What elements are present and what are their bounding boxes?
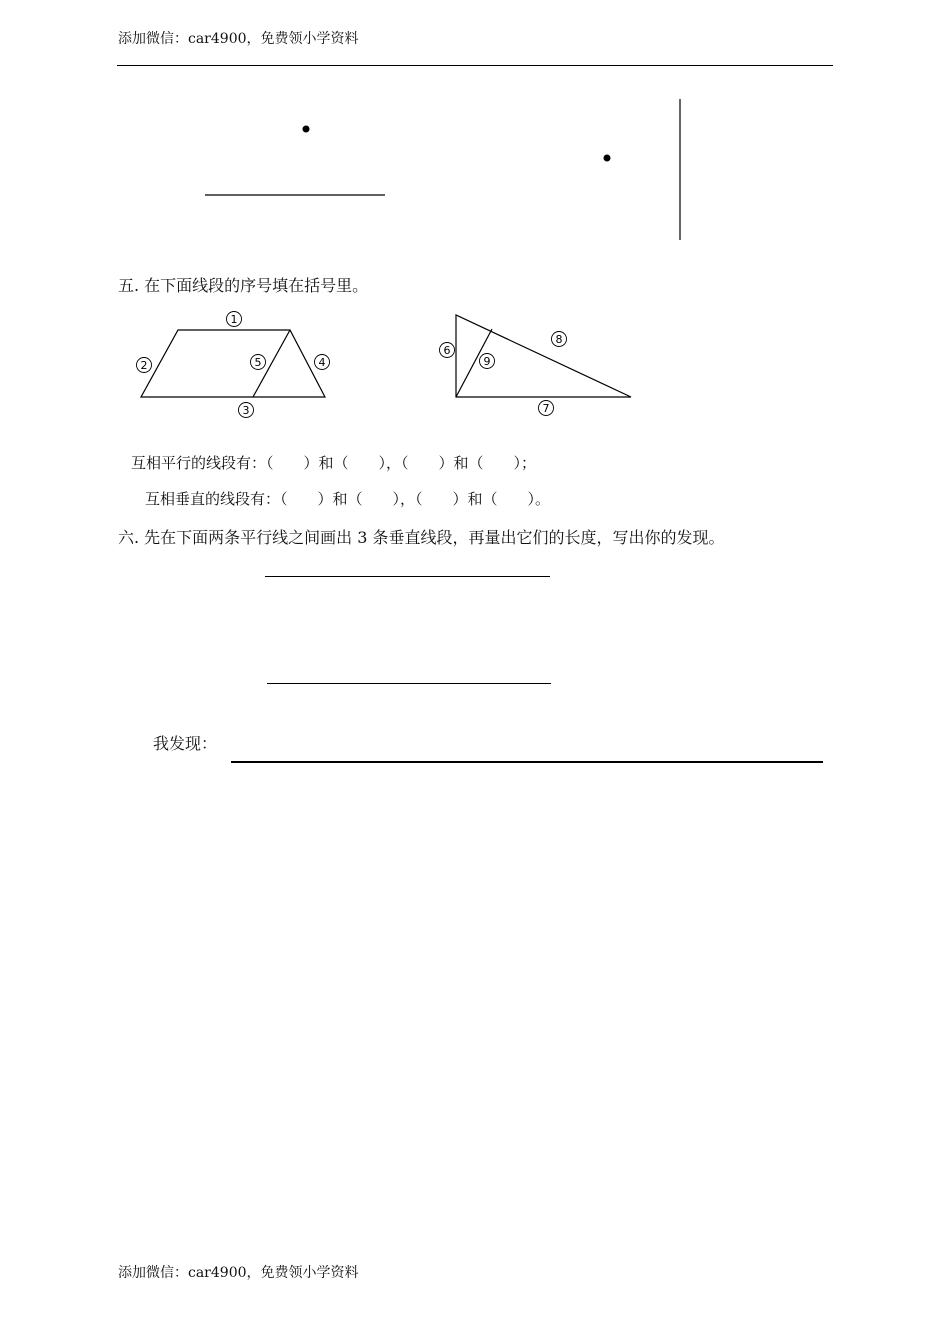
perpendicular-segments-answer: 互相垂直的线段有：（ ）和（ ），（ ）和（ ）。 (145, 490, 551, 508)
point-a (303, 126, 310, 133)
parallel-line-bottom (267, 683, 551, 684)
svg-text:6: 6 (443, 344, 451, 357)
point-line-figures (0, 0, 950, 260)
section-6-title: 六. 先在下面两条平行线之间画出 3 条垂直线段，再量出它们的长度，写出你的发现。 (118, 528, 725, 547)
page-footer: 添加微信：car4900，免费领小学资料 (118, 1265, 359, 1281)
point-b (604, 155, 611, 162)
label-3 (239, 403, 254, 418)
label-4 (315, 355, 330, 370)
svg-text:3: 3 (242, 404, 250, 417)
svg-text:7: 7 (542, 402, 550, 415)
label-2 (137, 358, 152, 373)
page-header: 添加微信：car4900，免费领小学资料 (118, 31, 359, 47)
label-9 (480, 354, 495, 369)
section-5-title: 五. 在下面线段的序号填在括号里。 (118, 276, 369, 295)
triangle-outline (456, 315, 631, 397)
svg-text:2: 2 (140, 359, 148, 372)
finding-answer-line[interactable] (231, 761, 823, 763)
svg-text:8: 8 (555, 333, 563, 346)
parallelogram-figure (137, 312, 330, 418)
label-5 (251, 355, 266, 370)
svg-text:4: 4 (318, 356, 326, 369)
parallel-line-top (265, 576, 550, 577)
svg-text:1: 1 (230, 313, 238, 326)
finding-label: 我发现： (153, 734, 218, 753)
svg-text:5: 5 (254, 356, 262, 369)
label-8 (552, 332, 567, 347)
label-6 (440, 343, 455, 358)
segment-figures (0, 300, 950, 430)
svg-text:9: 9 (483, 355, 491, 368)
parallel-segments-answer: 互相平行的线段有：（ ）和（ ），（ ）和（ ）； (131, 454, 537, 472)
parallelogram-outline (141, 330, 325, 397)
triangle-figure (440, 315, 632, 416)
label-1 (227, 312, 242, 327)
label-7 (539, 401, 554, 416)
